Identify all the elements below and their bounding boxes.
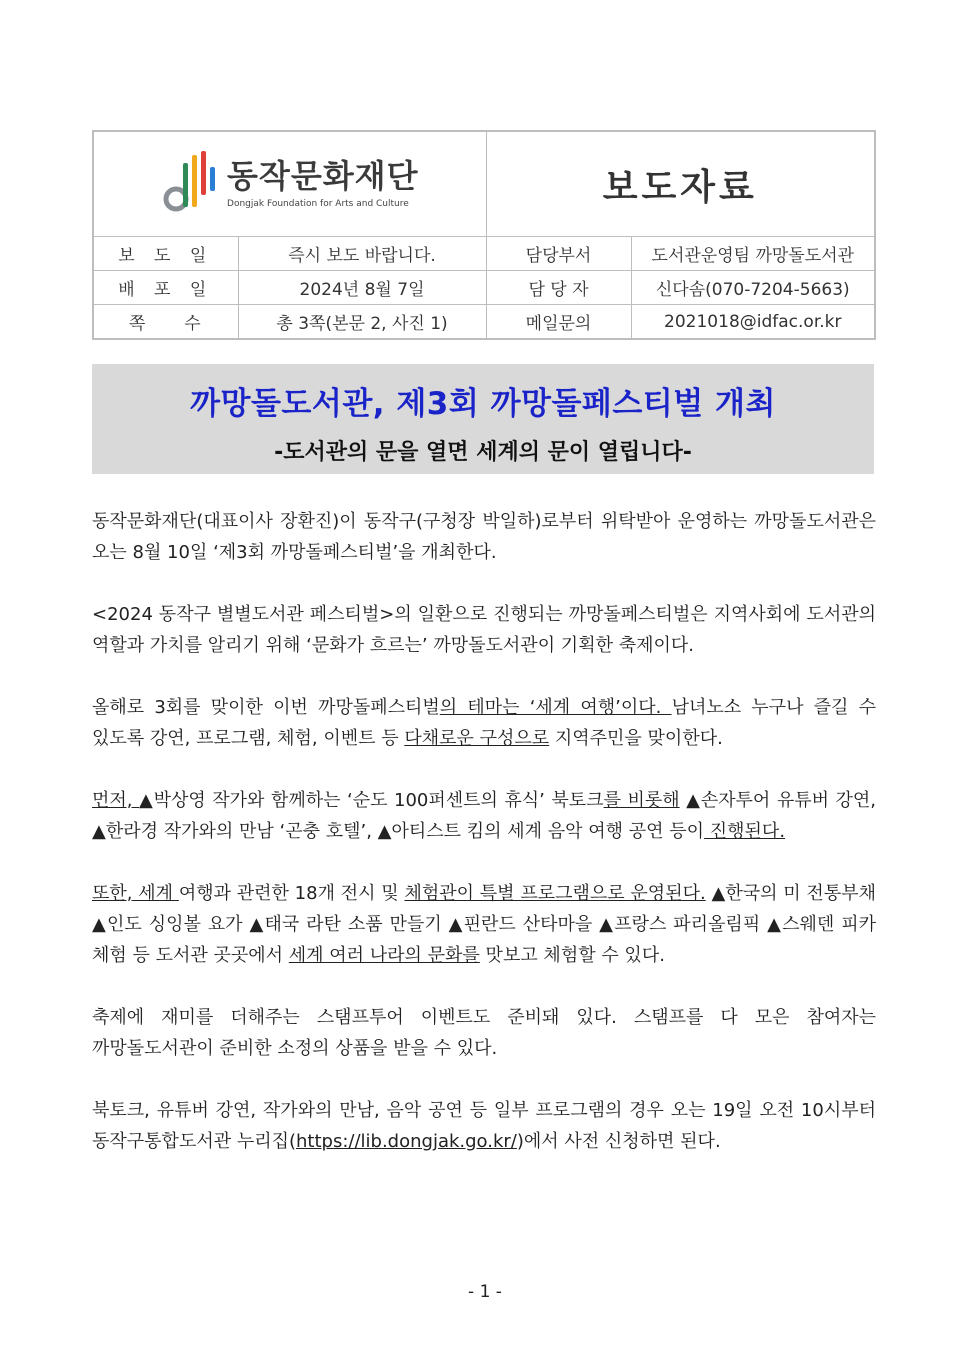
paragraph-4	[92, 785, 876, 847]
underlined-text: 체험관이 특별 프로그램으로 운영된다.	[404, 883, 706, 904]
headline-box	[92, 364, 874, 474]
paragraph-7	[92, 1095, 876, 1157]
meta-label: 담당부서	[486, 237, 631, 271]
doc-type-cell	[486, 131, 875, 237]
underlined-text: 세계 여러 나라의 문화를	[288, 945, 480, 966]
underlined-text: 의 테마는 ‘세계 여행’이다.	[439, 697, 672, 718]
underlined-text: 진행된다.	[704, 821, 786, 842]
page-number: - 1 -	[468, 1282, 502, 1302]
text-run: 지역주민을 맞이한다.	[549, 728, 723, 749]
meta-value: 즉시 보도 바랍니다.	[238, 237, 486, 271]
meta-label: 담 당 자	[486, 271, 631, 305]
paragraph-6: 축제에 재미를 더해주는 스탬프투어 이벤트도 준비돼 있다. 스탬프를 다 모은 참여자는 까망돌도서관이 준비한 소정의 상품을 받을 수 있다.	[92, 1007, 876, 1059]
library-portal-link[interactable]: https://lib.dongjak.go.kr/	[296, 1131, 517, 1152]
underlined-text: 또한, 세계	[92, 883, 179, 904]
meta-label: 배 포 일	[93, 271, 238, 305]
foundation-logo-icon	[161, 149, 217, 219]
meta-row-distribution-date	[93, 271, 875, 305]
logo-cell	[93, 131, 486, 237]
paragraph-2: <2024 동작구 별별도서관 페스티벌>의 일환으로 진행되는 까망돌페스티벌은 지역사회에 도서관의 역할과 가치를 알리기 위해 ‘문화가 흐르는’ 까망돌도서관이 기획한 축제이다.	[92, 604, 876, 656]
meta-value: 총 3쪽(본문 2, 사진 1)	[238, 305, 486, 340]
underlined-text: 를 비롯해	[603, 790, 680, 811]
meta-row-release-date	[93, 237, 875, 271]
meta-value: 2024년 8월 7일	[238, 271, 486, 305]
meta-label: 쪽 수	[93, 305, 238, 340]
paragraph-3	[92, 692, 876, 754]
article-body	[92, 506, 876, 1188]
meta-label: 보 도 일	[93, 237, 238, 271]
text-run: ▲손자투어 유튜버 강연, ▲한라경 작가와의 만남 ‘곤충 호텔’, ▲아티스트 킴의 세계 음악 여행 공연 등이	[92, 790, 876, 842]
meta-value: 신다솜(070-7204-5663)	[631, 271, 875, 305]
underlined-text: 다채로운 구성으로	[404, 728, 550, 749]
text-run: 여행과 관련한 18개 전시 및	[178, 883, 405, 904]
paragraph-5	[92, 878, 876, 971]
text-run: 맛보고 체험할 수 있다.	[479, 945, 665, 966]
foundation-name: 동작문화재단	[227, 157, 419, 196]
foundation-logo	[94, 149, 486, 219]
foundation-english-name: Dongjak Foundation for Arts and Culture	[227, 198, 409, 209]
text-run: 북토크, 유튜버 강연, 작가와의 만남, 음악 공연 등 일부 프로그램의 경우 오는 19일 오전 10시부터 동작구통합도서관 누리집(	[92, 1100, 876, 1152]
text-run: ▲한국의 미 전통부채 ▲인도 싱잉볼 요가 ▲태국 라탄 소품 만들기 ▲핀란드 산타마을 ▲프랑스 파리올림픽 ▲스웨덴 피카 체험 등 도서관 곳곳에서	[92, 883, 876, 966]
press-header-table	[92, 130, 876, 340]
underlined-text: 먼저,	[92, 790, 139, 811]
text-run: ▲박상영 작가와 함께하는 ‘순도 100퍼센트의 휴식’ 북토크	[139, 790, 604, 811]
doc-type-title: 보도자료	[602, 166, 758, 208]
subheadline: -도서관의 문을 열면 세계의 문이 열립니다-	[274, 440, 692, 465]
text-run: 올해로 3회를 맞이한 이번 까망돌페스티벌	[92, 697, 440, 718]
text-run: )에서 사전 신청하면 된다.	[516, 1131, 721, 1152]
meta-label: 메일문의	[486, 305, 631, 340]
meta-value: 도서관운영팀 까망돌도서관	[631, 237, 875, 271]
paragraph-1: 동작문화재단(대표이사 장환진)이 동작구(구청장 박일하)로부터 위탁받아 운영하는 까망돌도서관은 오는 8월 10일 ‘제3회 까망돌페스티벌’을 개최한다.	[92, 511, 876, 563]
meta-value: 2021018@idfac.or.kr	[631, 305, 875, 340]
headline: 까망돌도서관, 제3회 까망돌페스티벌 개최	[190, 386, 776, 422]
meta-row-pages	[93, 305, 875, 340]
text-run: 남녀노소 누구나 즐길 수 있도록 강연, 프로그램, 체험, 이벤트 등	[92, 697, 876, 749]
